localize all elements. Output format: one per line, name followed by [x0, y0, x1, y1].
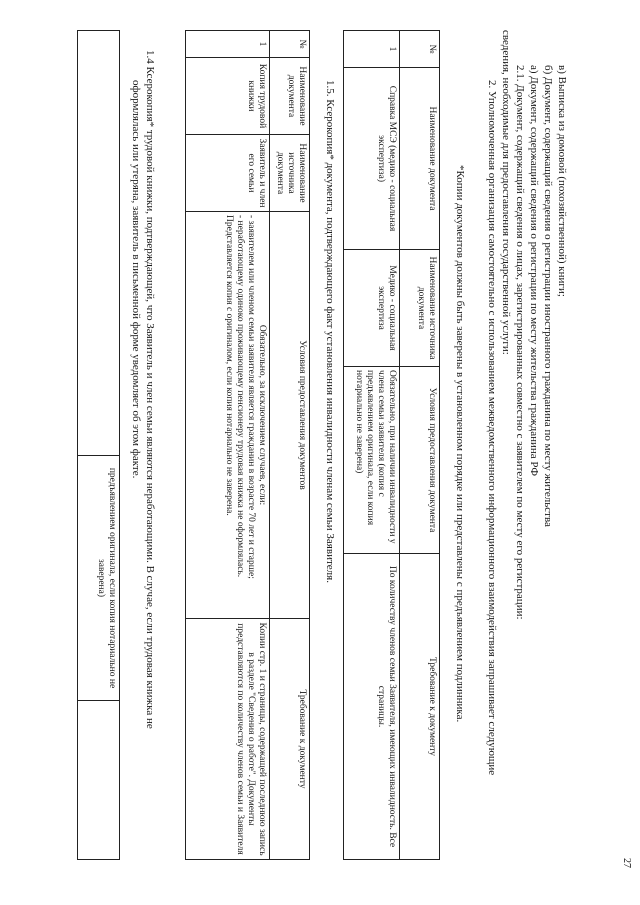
- top-table-fragment: [77, 30, 120, 860]
- header-conditions: Условия предоставления документов: [270, 212, 310, 619]
- footnote: *Копии документов должны быть заверены в установленном порядке или представлены с предъявлением подлинника.: [454, 165, 466, 723]
- list-item-a: а) Документ, содержащий сведения о регистрации по месту жительства гражданина РФ: [528, 65, 540, 477]
- row-requirement: По количеству членов семьи Заявителя, имеющих инвалидность. Все страницы.: [344, 554, 400, 860]
- header-conditions: Условия предоставления документа: [400, 367, 440, 554]
- section-1-4-table: [185, 30, 310, 860]
- section-1-5-table: [343, 30, 440, 860]
- section-1-4-heading-line2: оформлялась или утеряна, заявитель в письменной форме уведомляет об этом факте.: [130, 80, 142, 479]
- row-requirement: Копии стр. 1 и страницы, содержащей последнюю запись в разделе "Сведения о работе". Документы представляются по количеству членов семьи и Заявителя: [186, 619, 270, 860]
- top-table-text-cell: предъявлением оригинала, если копия нотариально не заверена): [78, 456, 120, 701]
- condition-line: - заявителем или членом семьи заявителя является гражданин в возрасте 70 лет и старше;: [246, 215, 256, 579]
- paragraph-2-line1: 2. Уполномоченная организация самостоятельно с использованием межведомственного информационного взаимодействия запрашивает следующие: [486, 80, 498, 776]
- row-doc-name: Справка МСЭ (медико - социальная экспертиза): [344, 68, 400, 250]
- header-doc-name: Наименование документа: [400, 68, 440, 250]
- header-source: Наименование источника документа: [270, 135, 310, 212]
- condition-line: Обязательно, за исключением случаев, если:: [257, 324, 267, 506]
- list-item-b: б) Документ, содержащий сведения о регистрации иностранного гражданина по месту жительства: [542, 65, 554, 527]
- row-conditions: [186, 212, 270, 619]
- header-num: №: [400, 31, 440, 68]
- section-1-4-heading-line1: 1.4 Ксерокопия* трудовой книжки, подтверждающей, что Заявитель и член семьи являются неработающими. В случае, если трудовая книжка не: [144, 50, 156, 729]
- header-requirement: Требование к документу: [270, 619, 310, 860]
- header-requirement: Требование к документу: [400, 554, 440, 860]
- row-num: 1: [344, 31, 400, 68]
- header-source: Наименование источника документа: [400, 250, 440, 367]
- top-table-empty-cell: [78, 701, 120, 860]
- section-1-5-heading: 1.5. Ксерокопия* документа, подтверждающего факт установления инвалидности членам семьи Заявителя.: [324, 80, 336, 583]
- header-doc-name: Наименование документа: [270, 58, 310, 135]
- page-number: 27: [621, 858, 632, 868]
- condition-line: - неработающему одиноко проживающему пенсионеру трудовая книжка не оформлялась. Представляется копия с оригиналом, если копия нотариально не заверена.: [224, 215, 245, 578]
- row-source: Медико - социальная экспертиза: [344, 250, 400, 367]
- paragraph-2-line2: сведения, необходимые для предоставления государственной услуги:: [500, 30, 512, 355]
- row-doc-name: Копия трудовой книжки: [186, 58, 270, 135]
- list-item-c: в) Выписка из домовой (похозяйственной) книги;: [556, 65, 568, 297]
- row-source: Заявитель и член его семьи: [186, 135, 270, 212]
- header-num: №: [270, 31, 310, 58]
- paragraph-2-1-heading: 2.1. Документ, содержащий сведения о лицах, зарегистрированных совместно с заявителем по месту его регистрации:: [514, 65, 526, 620]
- row-num: 1: [186, 31, 270, 58]
- row-conditions: Обязательно, при наличии инвалидности у члена семьи заявителя (копия с предъявлением оригинала, если копия нотариально не заверена): [344, 367, 400, 554]
- top-table-empty-cell: [78, 31, 120, 456]
